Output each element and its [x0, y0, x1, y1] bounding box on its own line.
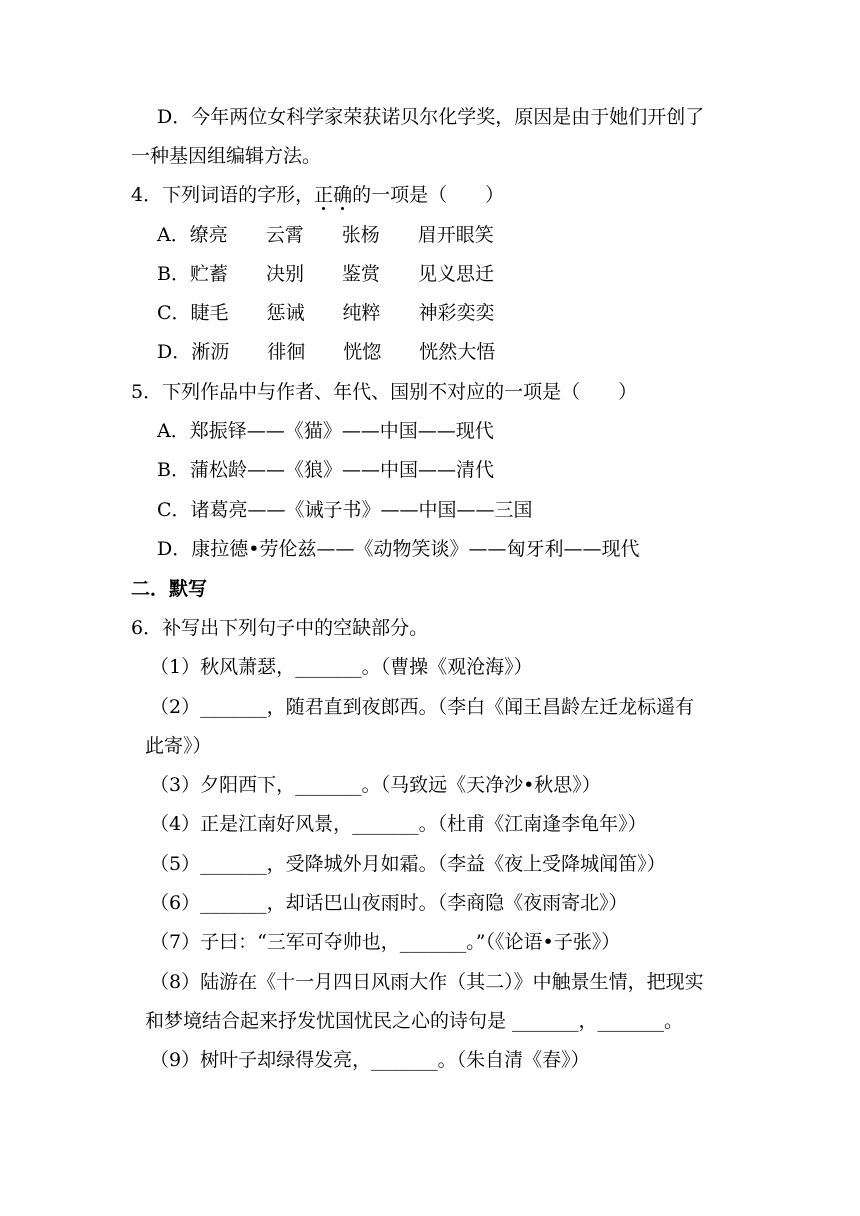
q4-option-b: B．贮蓄 决别 鉴赏 见义思迁 [157, 263, 494, 285]
q6-item-6: （6）_______，却话巴山夜雨时。（李商隐《夜雨寄北》） [150, 892, 628, 914]
q6-item-4: （4）正是江南好风景，_______。（杜甫《江南逢李龟年》） [150, 813, 647, 835]
q6-item-3: （3）夕阳西下，_______。（马致远《天净沙•秋思》） [150, 774, 601, 796]
q6-item-7: （7）子曰：“三军可夺帅也，_______。”（《论语•子张》） [150, 931, 621, 953]
q4-option-a: A．缭亮 云霄 张杨 眉开眼笑 [157, 224, 494, 246]
q4-stem-part-b: 的一项是（ ） [352, 184, 505, 206]
q5-option-b: B．蒲松龄——《狼》——中国——清代 [157, 459, 494, 481]
q4-emphasis-char-2: 确 [333, 184, 353, 206]
q6-item-8-line1: （8）陆游在《十一月四日风雨大作（其二）》中触景生情，把现实 [150, 971, 704, 993]
q6-item-9: （9）树叶子却绿得发亮，_______。（朱自清《春》） [150, 1049, 590, 1071]
q5-option-c: C．诸葛亮——《诫子书》——中国——三国 [157, 499, 533, 521]
q6-item-1: （1）秋风萧瑟，_______。（曹操《观沧海》） [150, 656, 533, 678]
q5-option-a: A．郑振铎——《猫》——中国——现代 [157, 420, 494, 442]
q6-item-2-line2: 此寄》） [145, 735, 212, 757]
q4-emphasis-char-1: 正 [314, 184, 334, 206]
q6-stem: 6．补写出下列句子中的空缺部分。 [131, 617, 429, 639]
q4-option-d: D．淅沥 徘徊 恍惚 恍然大悟 [157, 341, 496, 363]
section-title-dictation: 二．默写 [131, 578, 208, 600]
q4-stem [131, 182, 504, 208]
q3-option-d-line1: D．今年两位女科学家荣获诺贝尔化学奖，原因是由于她们开创了 [157, 106, 705, 128]
q6-item-8-line2: 和梦境结合起来抒发忧国忧民之心的诗句是 _______，_______。 [145, 1010, 684, 1032]
q6-item-5: （5）_______，受降城外月如霜。（李益《夜上受降城闻笛》） [150, 853, 666, 875]
q4-option-c: C．睫毛 惩诫 纯粹 神彩奕奕 [157, 302, 495, 324]
q5-option-d: D．康拉德•劳伦兹——《动物笑谈》——匈牙利——现代 [157, 538, 640, 560]
q4-stem-part-a: 4．下列词语的字形， [131, 184, 315, 206]
q5-stem: 5．下列作品中与作者、年代、国别不对应的一项是（ ） [131, 381, 638, 403]
q3-option-d-line2: 一种基因组编辑方法。 [131, 145, 322, 167]
q6-item-2-line1: （2）_______，随君直到夜郎西。（李白《闻王昌龄左迁龙标遥有 [150, 696, 695, 718]
